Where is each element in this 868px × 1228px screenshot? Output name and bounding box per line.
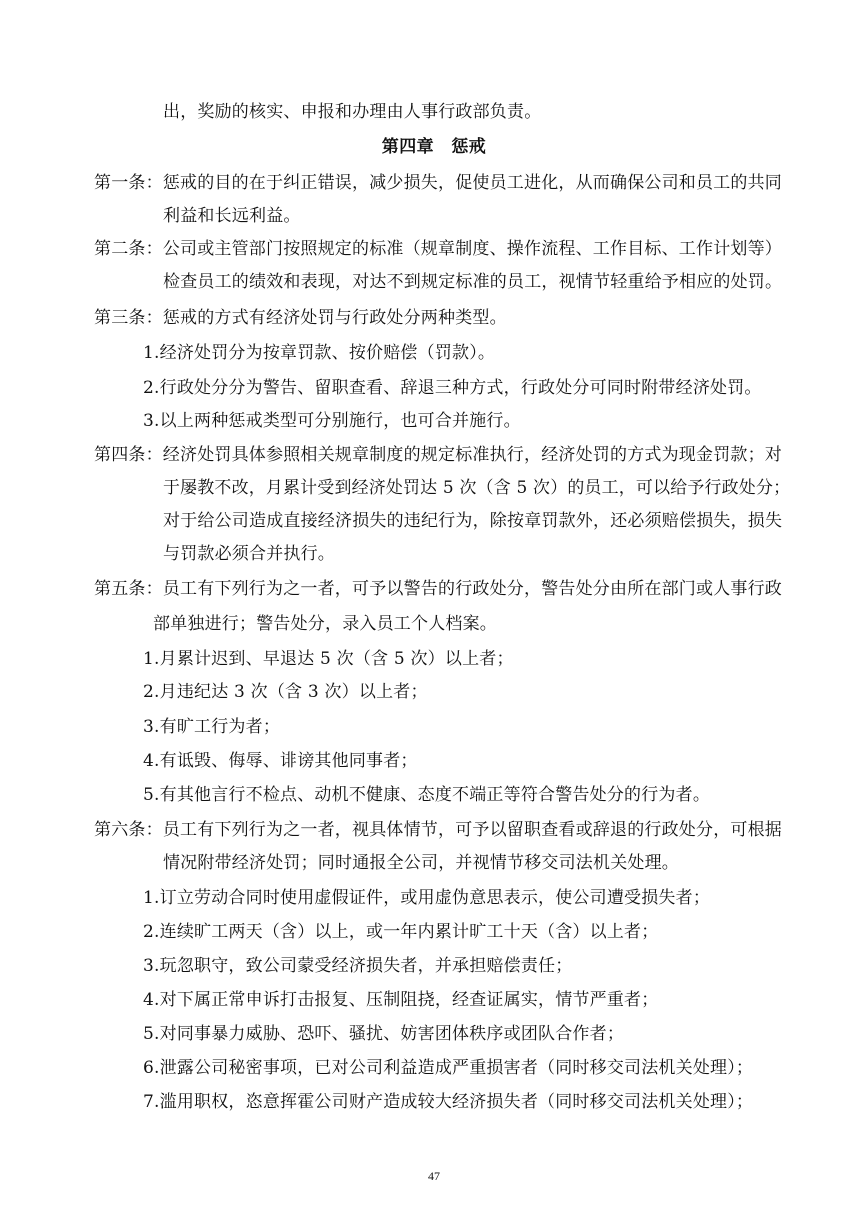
page-number: 47 xyxy=(428,1169,440,1183)
article-5-item-4: 4.有诋毁、侮辱、诽谤其他同事者； xyxy=(143,751,418,771)
article-6-item-5: 5.对同事暴力威胁、恐吓、骚扰、妨害团体秩序或团队合作者； xyxy=(143,1024,625,1044)
article-1-line-2: 利益和长远利益。 xyxy=(163,206,301,226)
article-4-line-3: 对于给公司造成直接经济损失的违纪行为，除按章罚款外，还必须赔偿损失，损失 xyxy=(163,511,783,531)
article-4-line-2: 于屡教不改，月累计受到经济处罚达 5 次（含 5 次）的员工，可以给予行政处分； xyxy=(163,478,791,498)
article-3-line-1: 第三条：惩戒的方式有经济处罚与行政处分两种类型。 xyxy=(94,308,507,328)
article-6-line-1: 第六条：员工有下列行为之一者，视具体情节，可予以留职查看或辞退的行政处分，可根据 xyxy=(94,820,782,840)
article-6-item-6: 6.泄露公司秘密事项，已对公司利益造成严重损害者（同时移交司法机关处理）； xyxy=(143,1058,754,1078)
article-4-line-4: 与罚款必须合并执行。 xyxy=(163,544,335,564)
article-5-line-1: 第五条：员工有下列行为之一者，可予以警告的行政处分，警告处分由所在部门或人事行政 xyxy=(94,579,782,599)
article-4-line-1: 第四条：经济处罚具体参照相关规章制度的规定标准执行，经济处罚的方式为现金罚款；对 xyxy=(94,445,782,465)
article-6-item-3: 3.玩忽职守，致公司蒙受经济损失者，并承担赔偿责任； xyxy=(143,956,573,976)
article-6-line-2: 情况附带经济处罚；同时通报全公司，并视情节移交司法机关处理。 xyxy=(163,853,679,873)
article-6-item-7: 7.滥用职权，恣意挥霍公司财产造成较大经济损失者（同时移交司法机关处理）； xyxy=(143,1092,754,1112)
lead-line: 出，奖励的核实、申报和办理由人事行政部负责。 xyxy=(163,102,542,122)
article-6-item-1: 1.订立劳动合同时使用虚假证件，或用虚伪意思表示，使公司遭受损失者； xyxy=(143,888,711,908)
article-6-item-2: 2.连续旷工两天（含）以上，或一年内累计旷工十天（含）以上者； xyxy=(143,922,659,942)
article-5-item-3: 3.有旷工行为者； xyxy=(143,717,281,737)
article-1-line-1: 第一条：惩戒的目的在于纠正错误，减少损失，促使员工进化，从而确保公司和员工的共同 xyxy=(94,173,782,193)
article-5-line-2: 部单独进行；警告处分，录入员工个人档案。 xyxy=(153,614,497,634)
article-2-line-1: 第二条：公司或主管部门按照规定的标准（规章制度、操作流程、工作目标、工作计划等） xyxy=(94,239,782,259)
article-3-item-2: 2.行政处分分为警告、留职查看、辞退三种方式，行政处分可同时附带经济处罚。 xyxy=(143,378,762,398)
article-5-item-5: 5.有其他言行不检点、动机不健康、态度不端正等符合警告处分的行为者。 xyxy=(143,785,711,805)
article-5-item-2: 2.月违纪达 3 次（含 3 次）以上者； xyxy=(143,682,428,702)
article-3-item-1: 1.经济处罚分为按章罚款、按价赔偿（罚款）。 xyxy=(143,343,496,363)
article-5-item-1: 1.月累计迟到、早退达 5 次（含 5 次）以上者； xyxy=(143,649,514,669)
article-6-item-4: 4.对下属正常申诉打击报复、压制阻挠，经查证属实，情节严重者； xyxy=(143,990,659,1010)
article-2-line-2: 检查员工的绩效和表现，对达不到规定标准的员工，视情节轻重给予相应的处罚。 xyxy=(163,272,783,292)
article-3-item-3: 3.以上两种惩戒类型可分别施行，也可合并施行。 xyxy=(143,411,521,431)
chapter-title: 第四章 惩戒 xyxy=(381,137,487,157)
